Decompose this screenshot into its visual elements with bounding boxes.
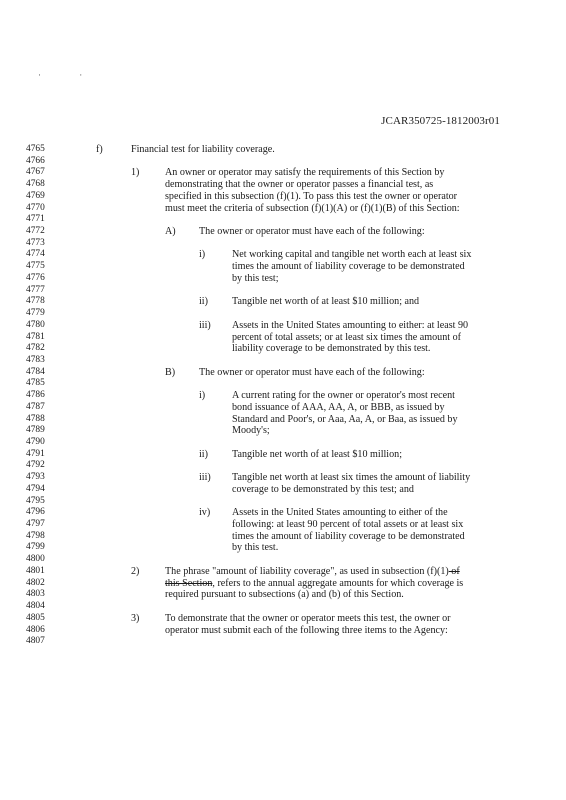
line-number: 4807 xyxy=(26,636,45,647)
document-line xyxy=(0,203,566,215)
document-line xyxy=(0,378,566,390)
document-line xyxy=(0,601,566,613)
line-number: 4780 xyxy=(26,319,45,330)
document-line xyxy=(0,460,566,472)
line-number: 4771 xyxy=(26,214,45,225)
line-text-content: Financial test for liability coverage. xyxy=(131,144,275,155)
line-number: 4773 xyxy=(26,237,45,248)
line-text xyxy=(165,613,450,625)
subsection-label: ii) xyxy=(199,296,208,308)
subsection-label: 1) xyxy=(131,167,140,179)
document-line xyxy=(0,437,566,449)
line-number: 4781 xyxy=(26,331,45,342)
subsection-label: 3) xyxy=(131,612,140,624)
subsection-label: i) xyxy=(199,390,206,402)
subsection-label: 2) xyxy=(131,565,140,577)
line-number: 4792 xyxy=(26,460,45,471)
line-text xyxy=(232,507,448,519)
line-number: 4798 xyxy=(26,530,45,541)
line-number: 4767 xyxy=(26,167,45,178)
line-text-content: The phrase "amount of liability coverage", as used in subsection (f)(1) xyxy=(165,565,449,577)
scan-marks: · · xyxy=(38,70,101,80)
line-text-content: liability coverage to be demonstrated by this test. xyxy=(232,343,431,355)
line-number: 4785 xyxy=(26,378,45,389)
document-line xyxy=(0,613,566,625)
line-text xyxy=(232,449,402,461)
document-line xyxy=(0,578,566,590)
line-text-content: bond issuance of AAA, AA, A, or BBB, as issued by xyxy=(232,401,445,413)
line-text xyxy=(131,144,275,156)
document-line xyxy=(0,156,566,168)
line-text-content: by this test; xyxy=(232,272,279,284)
line-number: 4772 xyxy=(26,226,45,237)
line-text xyxy=(232,296,419,308)
document-line xyxy=(0,496,566,508)
line-text-content: Net working capital and tangible net worth each at least six xyxy=(232,249,472,261)
line-text xyxy=(232,531,465,543)
line-text xyxy=(232,484,414,496)
line-text xyxy=(232,273,279,285)
line-text-content: Tangible net worth of at least $10 million; and xyxy=(232,296,420,308)
line-text xyxy=(165,578,463,590)
document-line xyxy=(0,519,566,531)
line-text-content: times the amount of liability coverage to be demonstrated xyxy=(232,261,465,273)
line-text xyxy=(232,261,465,273)
subsection-label: iii) xyxy=(199,472,211,484)
line-text-content: , refers to the annual aggregate amounts for which coverage is xyxy=(212,577,464,589)
subsection-label: B) xyxy=(165,366,176,378)
line-number: 4769 xyxy=(26,190,45,201)
line-number: 4765 xyxy=(26,144,45,154)
line-text xyxy=(232,519,463,531)
line-text-content: times the amount of liability coverage to be demonstrated xyxy=(232,530,465,542)
line-text-content: by this test. xyxy=(232,542,279,554)
line-number: 4806 xyxy=(26,624,45,635)
line-text xyxy=(232,472,470,484)
line-number: 4786 xyxy=(26,390,45,401)
document-line xyxy=(0,367,566,379)
subsection-label: A) xyxy=(165,226,176,238)
line-number: 4766 xyxy=(26,155,45,166)
line-text xyxy=(232,343,430,355)
document-line xyxy=(0,296,566,308)
line-text xyxy=(232,414,458,426)
subsection-label: iv) xyxy=(199,507,211,519)
line-text xyxy=(199,226,425,238)
document-line xyxy=(0,589,566,601)
line-number: 4777 xyxy=(26,284,45,295)
subsection-label: f) xyxy=(96,144,103,155)
line-number: 4782 xyxy=(26,343,45,354)
line-text-content: demonstrating that the owner or operator passes a financial test, as xyxy=(165,179,434,191)
document-line xyxy=(0,273,566,285)
subsection-label: i) xyxy=(199,249,206,261)
subsection-label: iii) xyxy=(199,319,211,331)
line-number: 4801 xyxy=(26,565,45,576)
line-number: 4791 xyxy=(26,448,45,459)
line-text-content: A current rating for the owner or operator's most recent xyxy=(232,390,455,402)
document-line xyxy=(0,542,566,554)
document-line xyxy=(0,144,566,156)
line-number: 4793 xyxy=(26,472,45,483)
document-line xyxy=(0,507,566,519)
line-number: 4775 xyxy=(26,261,45,272)
document-line xyxy=(0,285,566,297)
line-text xyxy=(165,191,457,203)
line-text xyxy=(199,367,425,379)
line-number: 4796 xyxy=(26,507,45,518)
document-line xyxy=(0,554,566,566)
line-text xyxy=(232,542,278,554)
line-text-content: required pursuant to subsections (a) and (b) of this Section. xyxy=(165,589,404,601)
line-text-content: operator must submit each of the following three items to the Agency: xyxy=(165,624,448,636)
line-number: 4790 xyxy=(26,437,45,447)
line-number: 4787 xyxy=(26,401,45,412)
document-line xyxy=(0,531,566,543)
document-line xyxy=(0,390,566,402)
line-number: 4803 xyxy=(26,589,45,600)
line-text xyxy=(232,425,270,437)
deleted-text: this Section xyxy=(165,577,213,589)
line-text xyxy=(232,390,455,402)
line-number: 4794 xyxy=(26,483,45,494)
line-number: 4779 xyxy=(26,308,45,319)
line-text-content: percent of total assets; or at least six times the amount of xyxy=(232,331,462,343)
line-text xyxy=(165,589,404,601)
line-text-content: specified in this subsection (f)(1). To pass this test the owner or operator xyxy=(165,190,458,202)
line-text-content: Moody's; xyxy=(232,425,270,437)
document-line xyxy=(0,214,566,226)
line-text-content: An owner or operator may satisfy the requirements of this Section by xyxy=(165,167,445,179)
document-line xyxy=(0,472,566,484)
line-number: 4802 xyxy=(26,577,45,588)
line-text xyxy=(165,625,448,637)
line-number: 4776 xyxy=(26,272,45,283)
line-text-content: coverage to be demonstrated by this test; and xyxy=(232,483,414,495)
line-number: 4797 xyxy=(26,519,45,530)
document-line xyxy=(0,167,566,179)
line-number: 4770 xyxy=(26,202,45,213)
line-text-content: The owner or operator must have each of the following: xyxy=(199,226,425,238)
line-text xyxy=(165,167,444,179)
line-text-content: must meet the criteria of subsection (f)(1)(A) or (f)(1)(B) of this Section: xyxy=(165,202,460,214)
line-text-content: Standard and Poor's, or Aaa, Aa, A, or Baa, as issued by xyxy=(232,413,458,425)
line-number: 4768 xyxy=(26,179,45,190)
document-id-header: JCAR350725-1812003r01 xyxy=(381,115,500,127)
line-number: 4784 xyxy=(26,366,45,377)
line-number: 4788 xyxy=(26,413,45,424)
document-line xyxy=(0,226,566,238)
line-text-content: The owner or operator must have each of the following: xyxy=(199,366,425,378)
line-number: 4774 xyxy=(26,249,45,260)
document-line xyxy=(0,402,566,414)
line-number: 4783 xyxy=(26,354,45,365)
document-line xyxy=(0,484,566,496)
subsection-label: ii) xyxy=(199,448,208,460)
line-number: 4804 xyxy=(26,601,45,612)
line-text xyxy=(232,332,461,344)
document-line xyxy=(0,320,566,332)
line-text xyxy=(165,566,460,578)
line-number: 4789 xyxy=(26,425,45,436)
document-line xyxy=(0,343,566,355)
document-line xyxy=(0,636,566,648)
line-number: 4799 xyxy=(26,542,45,553)
document-line xyxy=(0,566,566,578)
line-text-content: following: at least 90 percent of total assets or at least six xyxy=(232,519,464,531)
line-number: 4805 xyxy=(26,612,45,623)
line-text xyxy=(165,203,460,215)
document-line xyxy=(0,308,566,320)
line-text-content: Assets in the United States amounting to either: at least 90 xyxy=(232,319,469,331)
document-line xyxy=(0,425,566,437)
document-line xyxy=(0,191,566,203)
deleted-text: of xyxy=(448,565,460,577)
line-text-content: Tangible net worth at least six times the amount of liability xyxy=(232,472,471,484)
line-text xyxy=(232,249,471,261)
document-line xyxy=(0,238,566,250)
document-line xyxy=(0,261,566,273)
line-text-content: Assets in the United States amounting to either of the xyxy=(232,507,448,519)
line-number: 4795 xyxy=(26,495,45,506)
document-line xyxy=(0,625,566,637)
document-line xyxy=(0,449,566,461)
line-text-content: Tangible net worth of at least $10 million; xyxy=(232,448,403,460)
line-text xyxy=(165,179,433,191)
line-text xyxy=(232,320,468,332)
line-text xyxy=(232,402,445,414)
document-line xyxy=(0,249,566,261)
line-text-content: To demonstrate that the owner or operator meets this test, the owner or xyxy=(165,612,451,624)
document-line xyxy=(0,332,566,344)
document-line xyxy=(0,179,566,191)
line-number: 4800 xyxy=(26,554,45,565)
document-line xyxy=(0,355,566,367)
line-number: 4778 xyxy=(26,296,45,307)
document-line xyxy=(0,414,566,426)
